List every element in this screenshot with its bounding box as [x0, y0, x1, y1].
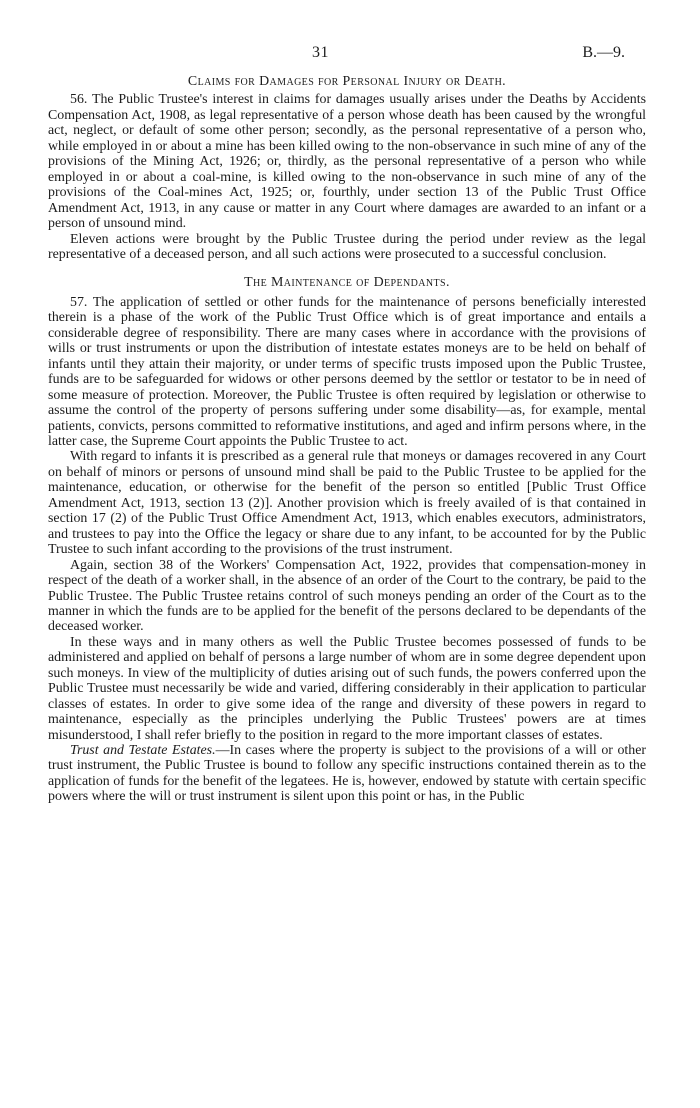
- page-number: 31: [312, 44, 329, 61]
- paragraph-57: 57. The application of settled or other funds for the maintenance of persons beneficially interested therein is a phase of the work of the Public Trust Office which is of great importance and entails a considerable degree of responsibility. There are many cases where in accordance with the provisions of wills or trust instruments or upon the distribution of intestate estates moneys are to be held on behalf of infants until they attain their majority, or under terms of specific trusts imposed upon the Public Trustee, funds are to be safeguarded for widows or other persons deemed by the settlor or testator to be in need of some measure of protection. Moreover, the Public Trustee is often required by legislation or otherwise to assume the control of the property of persons suffering under some disability—as, for example, mental patients, convicts, persons committed to reformative institutions, and aged and infirm persons where, in the latter case, the Supreme Court appoints the Public Trustee to act.: [48, 294, 646, 449]
- paragraph-trust-estates: [48, 743, 646, 805]
- trust-estates-text: —In cases where the property is subject to the provisions of a will or other trust instrument, the Public Trustee is bound to follow any specific instructions contained therein as to the application of funds for the benefit of the legatees. He is, however, endowed by statute with certain specific powers where the will or trust instrument is silent upon this point or has, in the Public: [48, 743, 647, 805]
- section-heading-maintenance: The Maintenance of Dependants.: [244, 275, 450, 291]
- page-header: [0, 44, 700, 66]
- section-heading-claims: Claims for Damages for Personal Injury or Death.: [187, 74, 507, 89]
- series-reference: B.—9.: [582, 44, 625, 61]
- body-text: [48, 70, 646, 805]
- paragraph-infants: With regard to infants it is prescribed as a general rule that moneys or damages recovered in any Court on behalf of minors or persons of unsound mind shall be paid to the Public Trustee to be applied for the maintenance, education, or otherwise for the benefit of the person so entitled [Public Trust Office Amendment Act, 1913, section 13 (2)]. Another provision which is freely availed of is that contained in section 17 (2) of the Public Trust Office Amendment Act, 1913, which enables executors, administrators, and trustees to pay into the Office the legacy or share due to any infant, to be accounted for by the Public Trustee to such infant according to the provisions of the trust instrument.: [48, 449, 646, 558]
- paragraph-workers-compensation: Again, section 38 of the Workers' Compensation Act, 1922, provides that compensation-money in respect of the death of a worker shall, in the absence of an order of the Court to the contrary, be paid to the Public Trustee. The Public Trustee retains control of such moneys pending an order of the Court as to the manner in which the funds are to be applied for the benefit of the persons declared to be dependants of the deceased worker.: [48, 557, 646, 635]
- paragraph-powers: In these ways and in many others as well the Public Trustee becomes possessed of funds to be administered and applied on behalf of persons a large number of whom are in some degree dependent upon such moneys. In view of the multiplicity of duties arising out of such funds, the powers conferred upon the Public Trustee must necessarily be wide and varied, differing considerably in their application to particular classes of estates. In order to give some idea of the range and diversity of these powers in regard to maintenance, especially as the principles underlying the Public Trustees' powers are at times misunderstood, I shall refer briefly to the position in regard to the more important classes of estates.: [48, 634, 646, 743]
- trust-estates-lead: Trust and Testate Estates.: [70, 743, 216, 759]
- paragraph-56: 56. The Public Trustee's interest in claims for damages usually arises under the Deaths by Accidents Compensation Act, 1908, as legal representative of a person whose death has been caused by the wrongful act, neglect, or default of some other person; secondly, as the personal representative of a person who, while employed in or about a mine has been killed owing to the non-observance in such mine of any of the provisions of the Mining Act, 1926; or, thirdly, as the personal representative of a person who while employed in or about a coal-mine, is killed owing to the non-observance in such mine of any of the provisions of the Coal-mines Act, 1925; or, fourthly, under section 13 of the Public Trust Office Amendment Act, 1913, in any cause or matter in any Court where damages are awarded to an infant or a person of unsound mind.: [48, 92, 646, 232]
- paragraph-eleven-actions: Eleven actions were brought by the Public Trustee during the period under review as the legal representative of a deceased person, and all such actions were prosecuted to a successful conclusion.: [48, 231, 646, 262]
